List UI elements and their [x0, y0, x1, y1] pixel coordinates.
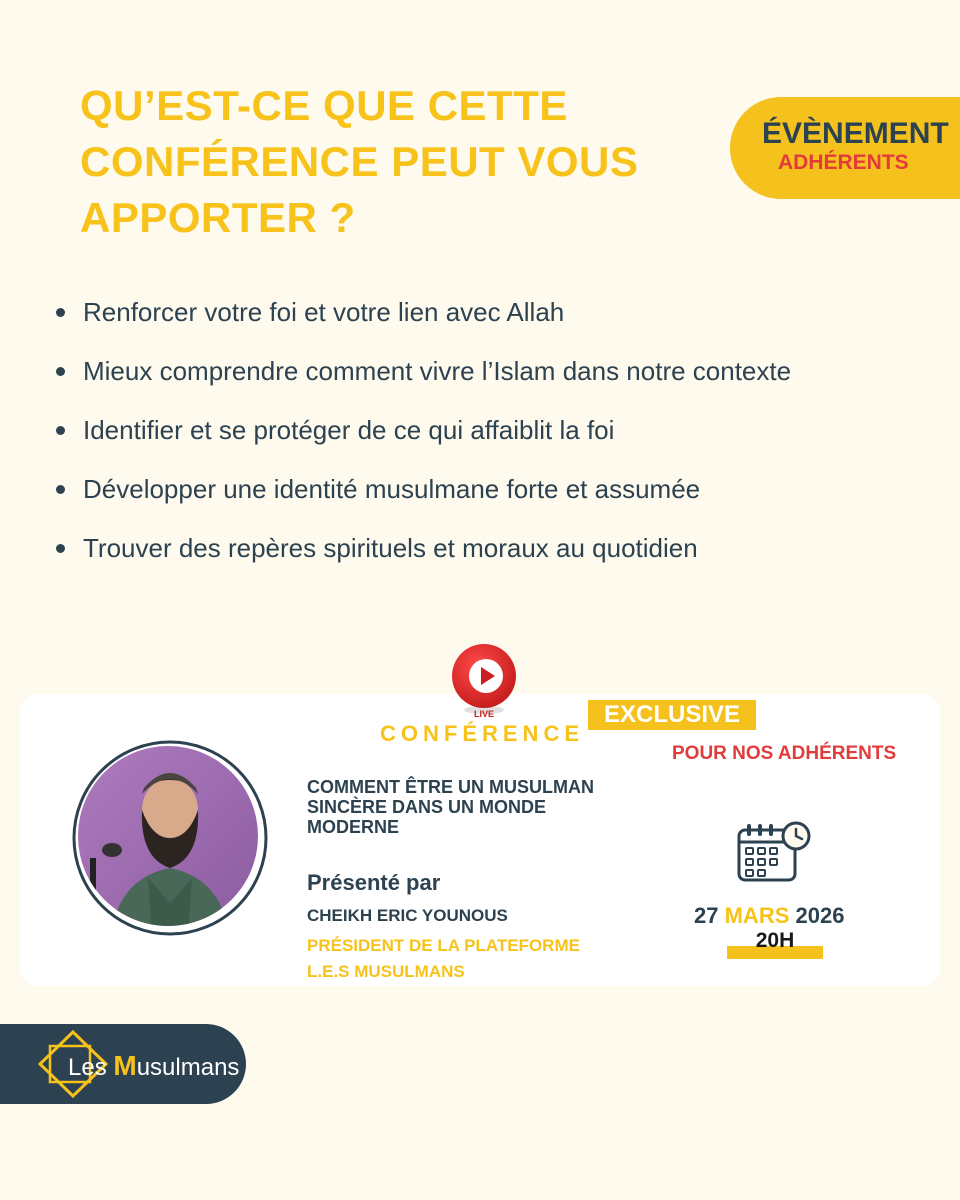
headline-line: APPORTER ? [80, 194, 356, 241]
talk-title-line: MODERNE [307, 817, 400, 837]
play-icon [448, 642, 520, 722]
logo-letter-m: M [113, 1050, 137, 1081]
event-date [694, 903, 844, 929]
event-time: 20H [755, 929, 795, 952]
speaker-name: CHEIKH ERIC YOUNOUS [307, 906, 508, 925]
event-badge-subtitle: ADHÉRENTS [778, 151, 909, 174]
headline-line: CONFÉRENCE PEUT VOUS [80, 138, 639, 185]
live-label: LIVE [473, 709, 495, 719]
clock-icon [783, 823, 809, 849]
date-month: MARS [724, 903, 790, 928]
event-badge-title: ÉVÈNEMENT [762, 117, 949, 150]
benefit-text: Mieux comprendre comment vivre l’Islam dans notre contexte [83, 356, 792, 386]
logo-word-rest: usulmans [136, 1054, 240, 1081]
calendar-icon [736, 820, 812, 886]
talk-title-line: SINCÈRE DANS UN MONDE [307, 797, 547, 817]
bullet-icon [56, 308, 65, 317]
list-item [52, 401, 932, 460]
talk-title [307, 777, 667, 837]
bullet-icon [56, 426, 65, 435]
date-day: 27 [694, 903, 719, 928]
benefit-text: Développer une identité musulmane forte et assumée [83, 474, 701, 504]
benefits-list [52, 283, 932, 578]
speaker-role [307, 933, 580, 985]
bullet-icon [56, 544, 65, 553]
list-item [52, 283, 932, 342]
brand-logo-text [68, 1050, 239, 1082]
logo-word-les: Les [68, 1054, 107, 1081]
speaker-role-line: PRÉSIDENT DE LA PLATEFORME [307, 936, 580, 955]
presented-by-label: Présenté par [307, 870, 441, 895]
list-item [52, 342, 932, 401]
benefit-text: Trouver des repères spirituels et moraux au quotidien [83, 533, 698, 563]
bullet-icon [56, 367, 65, 376]
conference-title: CONFÉRENCE [380, 721, 585, 746]
benefit-text: Identifier et se protéger de ce qui affaiblit la foi [83, 415, 615, 445]
exclusive-badge: EXCLUSIVE [588, 700, 756, 730]
event-badge [730, 97, 960, 199]
headline-line: QU’EST-CE QUE CETTE [80, 82, 568, 129]
list-item [52, 519, 932, 578]
talk-title-line: COMMENT ÊTRE UN MUSULMAN [307, 777, 594, 797]
audience-label: POUR NOS ADHÉRENTS [672, 743, 897, 764]
page-headline [80, 78, 680, 246]
speaker-role-line: L.E.S MUSULMANS [307, 962, 465, 981]
list-item [52, 460, 932, 519]
date-year: 2026 [795, 903, 845, 928]
speaker-photo [70, 738, 270, 938]
benefit-text: Renforcer votre foi et votre lien avec Allah [83, 297, 565, 327]
bullet-icon [56, 485, 65, 494]
